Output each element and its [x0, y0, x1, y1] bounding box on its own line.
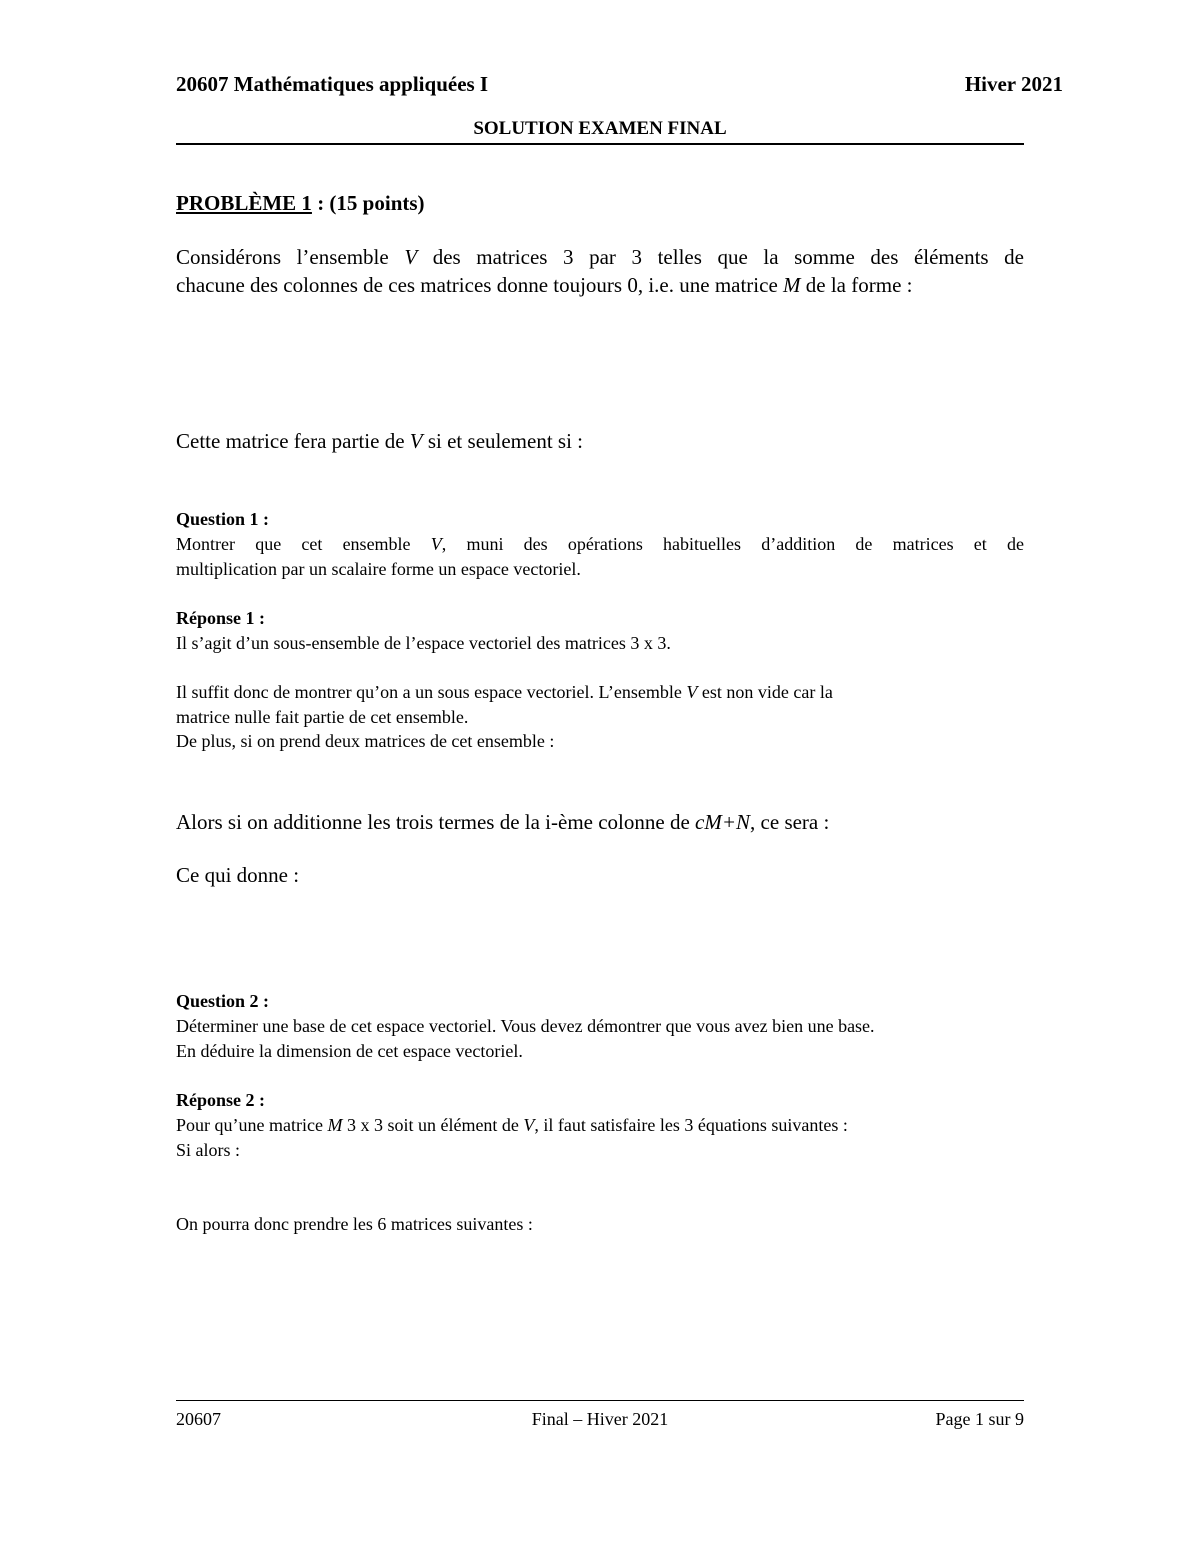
question-2-line-2: En déduire la dimension de cet espace vectoriel.: [176, 1041, 523, 1061]
question-2-line-1: Déterminer une base de cet espace vectoriel. Vous devez démontrer que vous avez bien une base.: [176, 1016, 875, 1036]
question-1-line-2: multiplication par un scalaire forme un espace vectoriel.: [176, 559, 581, 579]
answer-2-line-1: Pour qu’une matrice M 3 x 3 soit un élément de V, il faut satisfaire les 3 équations suivantes :: [176, 1115, 848, 1135]
footer-course-code: 20607: [176, 1409, 221, 1429]
footer-rule: [176, 1400, 1024, 1401]
condition-text: Cette matrice fera partie de V si et seulement si :: [176, 429, 584, 453]
problem-points: : (15 points): [311, 191, 425, 215]
document-title: SOLUTION EXAMEN FINAL: [473, 118, 727, 139]
question-1-line-1: Montrer que cet ensemble V, muni des opérations habituelles d’addition de matrices et de: [176, 534, 1024, 554]
answer-1-line-1: Il s’agit d’un sous-ensemble de l’espace vectoriel des matrices 3 x 3.: [176, 633, 671, 653]
footer-page-number: Page 1 sur 9: [935, 1409, 1024, 1429]
term-label: Hiver 2021: [964, 72, 1063, 96]
answer-1-sum-text: Alors si on additionne les trois termes de la i-ème colonne de cM+N, ce sera :: [176, 810, 830, 834]
answer-1-line-4: De plus, si on prend deux matrices de cet ensemble :: [176, 731, 555, 751]
answer-1-heading: Réponse 1 :: [176, 608, 265, 628]
problem-heading: [176, 191, 425, 216]
answer-1-line-3: matrice nulle fait partie de cet ensemble.: [176, 707, 469, 727]
intro-line-2: chacune des colonnes de ces matrices donne toujours 0, i.e. une matrice M de la forme :: [176, 273, 913, 297]
course-title: 20607 Mathématiques appliquées I: [176, 72, 489, 96]
problem-label: PROBLÈME 1: [176, 191, 312, 215]
answer-2-line-2: Si alors :: [176, 1140, 241, 1160]
answer-1-gives-text: Ce qui donne :: [176, 863, 300, 887]
question-2-heading: Question 2 :: [176, 991, 270, 1011]
header-rule: [176, 143, 1024, 145]
question-1-heading: Question 1 :: [176, 509, 270, 529]
footer-center-text: Final – Hiver 2021: [531, 1409, 669, 1429]
answer-2-heading: Réponse 2 :: [176, 1090, 265, 1110]
answer-1-line-2: Il suffit donc de montrer qu’on a un sous espace vectoriel. L’ensemble V est non vide car la: [176, 682, 833, 702]
intro-line-1: Considérons l’ensemble V des matrices 3 par 3 telles que la somme des éléments de: [176, 245, 1024, 269]
answer-2-line-3: On pourra donc prendre les 6 matrices suivantes :: [176, 1214, 533, 1234]
